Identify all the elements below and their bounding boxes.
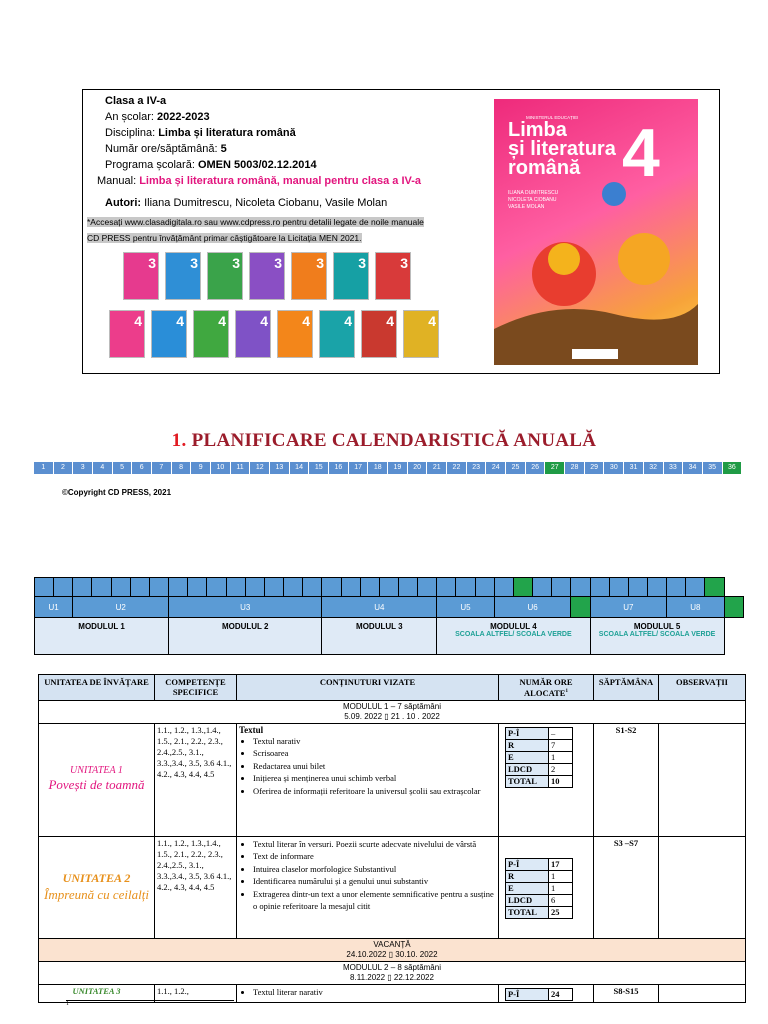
column-header: NUMĂR ORE ALOCATE$^1$ <box>499 675 594 701</box>
week-cell: 28 <box>565 462 585 474</box>
book-cover: 3 <box>207 252 243 300</box>
week-cell: 31 <box>624 462 644 474</box>
hours-table: P-Î – R 7 E 1 LDCD 2 TOTAL 10 <box>505 727 573 788</box>
week-cell: 26 <box>526 462 546 474</box>
week-cell: 34 <box>683 462 703 474</box>
contents: Textul • Textul narativ • Scrisoarea • Redactarea unui bilet • Inițierea și menținerea unui schimb verbal • Oferirea de informații referitoare la universul școlii sau extrașcolar <box>237 723 499 836</box>
cover-title: Limba și literatura română <box>508 119 616 179</box>
week-cell: 25 <box>506 462 526 474</box>
unit-label: U6 <box>494 597 571 618</box>
week-cell: 21 <box>427 462 447 474</box>
unit-label: U8 <box>667 597 724 618</box>
week-cell: 20 <box>408 462 428 474</box>
class-info <box>97 93 422 189</box>
unit-name: UNITATEA 1 Povești de toamnă <box>39 723 155 836</box>
table-row <box>39 723 746 836</box>
week-cell: 5 <box>113 462 133 474</box>
footnote: 1 <box>66 1000 234 1007</box>
unit-label: U4 <box>322 597 437 618</box>
book-covers-collage <box>109 252 461 372</box>
week-range: S3 –S7 <box>594 836 659 938</box>
hours-table: P-Î 17 R 1 E 1 LDCD 6 TOTAL 25 <box>505 858 573 919</box>
book-cover: 4 <box>109 310 145 358</box>
module-cell: MODULUL 2 <box>169 618 322 655</box>
unit-label: U5 <box>437 597 494 618</box>
unit-label: U2 <box>73 597 169 618</box>
units-grid <box>34 577 744 655</box>
week-cell: 24 <box>486 462 506 474</box>
textbook-cover <box>494 99 698 365</box>
week-cell: 7 <box>152 462 172 474</box>
observations <box>659 836 746 938</box>
year-line: An școlar: 2022-2023 <box>105 111 210 123</box>
week-cell: 18 <box>368 462 388 474</box>
discipline-line: Disciplina: Limba și literatura română <box>105 127 296 139</box>
observations <box>659 723 746 836</box>
week-cell: 17 <box>349 462 369 474</box>
week-cell: 1 <box>34 462 54 474</box>
week-cell: 30 <box>604 462 624 474</box>
class-line: Clasa a IV-a <box>105 95 167 107</box>
cover-illustration <box>494 99 698 365</box>
table-row <box>39 836 746 938</box>
cover-publisher: MINISTERUL EDUCAȚIEI <box>526 115 579 120</box>
unit-label: U1 <box>35 597 73 618</box>
competences: 1.1., 1.2., 1.3.,1.4., 1.5., 2.1., 2.2., 2.3., 2.4.,2.5., 3.1., 3.3.,3.4., 3.5, 3.6 4.1., 4.2., 4.3, 4.4, 4.5 <box>155 723 237 836</box>
week-cell: 32 <box>644 462 664 474</box>
week-cell: 8 <box>172 462 192 474</box>
program-line: Programa școlară: OMEN 5003/02.12.2014 <box>105 159 317 171</box>
book-cover: 3 <box>333 252 369 300</box>
page-title: 1. PLANIFICARE CALENDARISTICĂ ANUALĂ <box>171 430 597 451</box>
unit-label: U3 <box>169 597 322 618</box>
week-cell: 35 <box>703 462 723 474</box>
unit-label: U7 <box>590 597 667 618</box>
week-cell: 33 <box>664 462 684 474</box>
book-cover: 4 <box>151 310 187 358</box>
module-row: MODULUL 1 – 7 săptămâni 5.09. 2022 ▯ 21 . 10 . 2022 <box>39 700 746 723</box>
book-cover: 3 <box>123 252 159 300</box>
hours-cell <box>499 984 594 1002</box>
column-header: SĂPTĂMÂNA <box>594 675 659 701</box>
unit-name: UNITATEA 2 Împreună cu ceilalți <box>39 836 155 938</box>
hours-cell <box>499 723 594 836</box>
vacation-row: VACANȚĂ 24.10.2022 ▯ 30.10. 2022 <box>39 938 746 961</box>
hours-line: Număr ore/săptămână: 5 <box>105 143 227 155</box>
access-note: *Accesați www.clasadigitala.ro sau www.cdpress.ro pentru detalii legate de noile manuale CD PRESS pentru învățământ primar câștigătoare la Licitația MEN 2021. <box>87 217 424 243</box>
week-range: S8-S15 <box>594 984 659 1002</box>
week-cell: 6 <box>132 462 152 474</box>
week-cell: 22 <box>447 462 467 474</box>
week-cell: 13 <box>270 462 290 474</box>
manual-line: Manual: Limba și literatura română, manual pentru clasa a IV-a <box>97 175 422 187</box>
week-cell: 23 <box>467 462 487 474</box>
book-cover: 3 <box>165 252 201 300</box>
week-cell: 19 <box>388 462 408 474</box>
observations <box>659 984 746 1002</box>
book-cover: 4 <box>277 310 313 358</box>
unit-name: UNITATEA 3 <box>39 984 155 1002</box>
module-cell: MODULUL 4 SCOALA ALTFEL/ SCOALA VERDE <box>437 618 590 655</box>
hours-table: P-Î 24 <box>505 988 573 1001</box>
book-cover: 4 <box>403 310 439 358</box>
book-cover: 3 <box>375 252 411 300</box>
module-cell: MODULUL 1 <box>35 618 169 655</box>
week-cell: 14 <box>290 462 310 474</box>
authors-line: Autori: Iliana Dumitrescu, Nicoleta Ciobanu, Vasile Molan <box>105 197 388 209</box>
copyright: ©Copyright CD PRESS, 2021 <box>62 488 172 497</box>
column-header: COMPETENȚE SPECIFICE <box>155 675 237 701</box>
contents: • Textul literar narativ <box>237 984 499 1002</box>
competences: 1.1., 1.2., <box>155 984 237 1002</box>
week-cell: 4 <box>93 462 113 474</box>
cover-authors: ILIANA DUMITRESCU NICOLETA CIOBANU VASILE MOLAN <box>508 190 559 210</box>
week-cell: 29 <box>585 462 605 474</box>
header-box <box>82 89 720 374</box>
module-cell: MODULUL 5 SCOALA ALTFEL/ SCOALA VERDE <box>590 618 724 655</box>
book-cover: 3 <box>291 252 327 300</box>
book-cover: 4 <box>319 310 355 358</box>
week-cell: 15 <box>309 462 329 474</box>
book-cover: 3 <box>249 252 285 300</box>
week-cell: 10 <box>211 462 231 474</box>
book-cover: 4 <box>361 310 397 358</box>
book-cover: 4 <box>193 310 229 358</box>
planning-table <box>38 674 746 1003</box>
column-header: CONȚINUTURI VIZATE <box>237 675 499 701</box>
week-cell: 12 <box>250 462 270 474</box>
competences: 1.1., 1.2., 1.3.,1.4., 1.5., 2.1., 2.2., 2.3., 2.4.,2.5., 3.1., 3.3.,3.4., 3.5, 3.6 4.1., 4.2., 4.3, 4.4, 4.5 <box>155 836 237 938</box>
week-cell: 9 <box>191 462 211 474</box>
contents: • Textul literar în versuri. Poezii scurte adecvate nivelului de vârstă • Text de informare • Intuirea claselor morfologice Substantivul • Identificarea numărului și a genului unui substantiv • Extragerea dintr-un text a unor elemente semnificative pentru a susține o opinie referitoare la mesajul citit <box>237 836 499 938</box>
module-cell: MODULUL 3 <box>322 618 437 655</box>
column-header: OBSERVAȚII <box>659 675 746 701</box>
week-cell: 27 <box>545 462 565 474</box>
hours-cell <box>499 836 594 938</box>
week-cell: 2 <box>54 462 74 474</box>
module-row: MODULUL 2 – 8 săptămâni 8.11.2022 ▯ 22.12.2022 <box>39 961 746 984</box>
book-cover: 4 <box>235 310 271 358</box>
week-cell: 36 <box>723 462 743 474</box>
column-header: UNITATEA DE ÎNVĂȚARE <box>39 675 155 701</box>
week-cell: 11 <box>231 462 251 474</box>
week-cell: 3 <box>73 462 93 474</box>
week-cell: 16 <box>329 462 349 474</box>
week-range: S1-S2 <box>594 723 659 836</box>
cover-grade: 4 <box>622 115 660 191</box>
week-strip <box>34 462 742 474</box>
